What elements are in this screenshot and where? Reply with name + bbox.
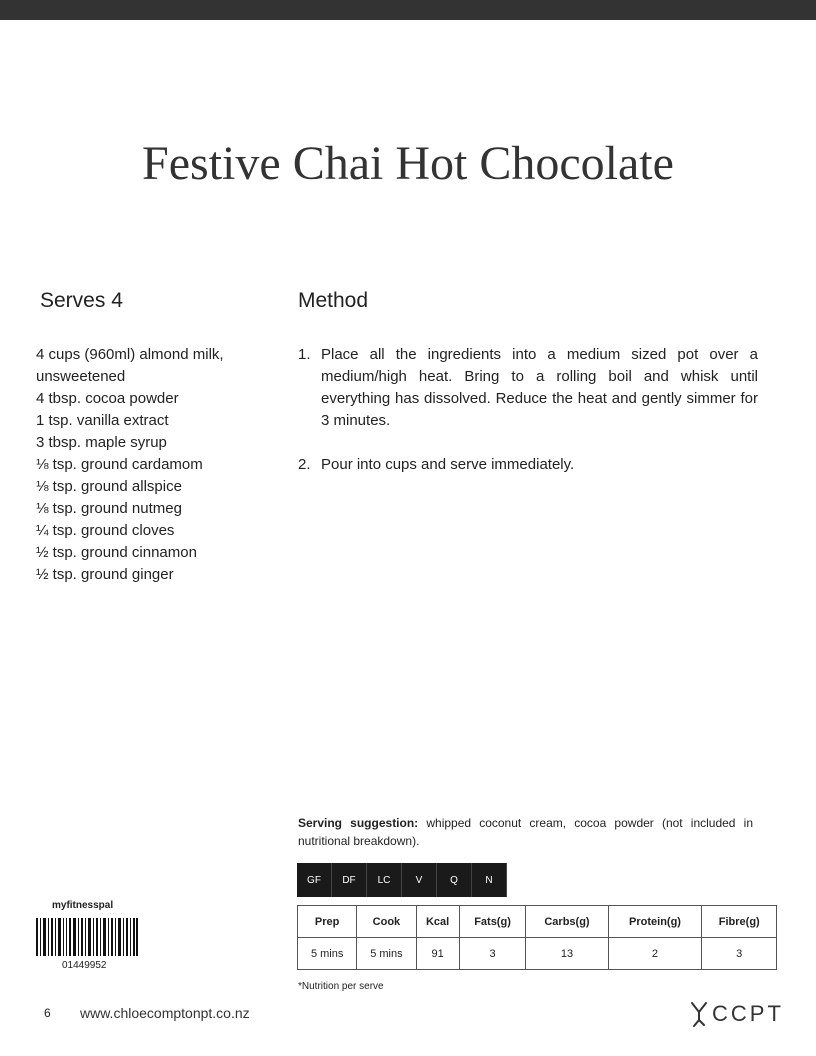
barcode-number: 01449952 [62,960,107,971]
serving-suggestion-text: whipped coconut cream, cocoa powder (not included in nutritional breakdown). [298,816,753,848]
table-header-row [298,906,777,938]
nutrition-table [297,905,777,970]
tag-lc: LC [367,863,402,897]
value-fats: 3 [459,938,526,970]
header-kcal: Kcal [416,906,459,938]
table-row [298,938,777,970]
header-carbs: Carbs(g) [526,906,608,938]
tag-df: DF [332,863,367,897]
ingredient-item: ¼ tsp. ground cloves [36,522,175,539]
method-heading: Method [298,289,369,312]
myfitnesspal-label: myfitnesspal [52,900,114,911]
value-prep: 5 mins [298,938,357,970]
tag-n: N [472,863,507,897]
method-step [298,344,758,432]
ingredient-item: 3 tbsp. maple syrup [36,434,167,451]
header-cook: Cook [357,906,416,938]
step-text: Pour into cups and serve immediately. [321,456,575,473]
logo-text: CCPT [712,1001,784,1026]
step-number: 1. [298,346,311,363]
recipe-title: Festive Chai Hot Chocolate [142,137,674,190]
ingredient-item: ⅛ tsp. ground allspice [36,478,182,495]
value-cook: 5 mins [357,938,416,970]
nutrition-footnote: *Nutrition per serve [298,981,384,992]
ingredient-item: ⅛ tsp. ground cardamom [36,456,203,473]
serving-suggestion-label: Serving suggestion: [298,816,419,830]
serves-heading: Serves 4 [40,289,123,312]
method-step [298,454,758,476]
ingredient-item: ½ tsp. ground ginger [36,566,174,583]
value-fibre: 3 [702,938,777,970]
website-link[interactable]: www.chloecomptonpt.co.nz [80,1005,250,1021]
barcode-icon[interactable] [36,918,138,956]
ingredient-item: ½ tsp. ground cinnamon [36,544,197,561]
tag-q: Q [437,863,472,897]
header-fibre: Fibre(g) [702,906,777,938]
top-bar [0,0,816,20]
ingredient-item: 1 tsp. vanilla extract [36,412,169,429]
method-steps [298,344,758,498]
ingredient-list [36,344,256,586]
ingredient-item: 4 cups (960ml) almond milk, unsweetened [36,346,224,385]
serving-suggestion [298,814,753,850]
dancer-logo-icon [688,1000,710,1028]
page-number: 6 [44,1006,51,1020]
ccpt-logo [688,1000,784,1028]
ingredient-item: ⅛ tsp. ground nutmeg [36,500,182,517]
value-carbs: 13 [526,938,608,970]
tag-gf: GF [297,863,332,897]
diet-tags [297,863,507,897]
step-text: Place all the ingredients into a medium sized pot over a medium/high heat. Bring to a rolling boil and whisk until everything has dissolved. Reduce the heat and gently simmer for 3 minutes. [321,346,758,429]
tag-v: V [402,863,437,897]
value-kcal: 91 [416,938,459,970]
header-prep: Prep [298,906,357,938]
step-number: 2. [298,456,311,473]
header-protein: Protein(g) [608,906,702,938]
header-fats: Fats(g) [459,906,526,938]
ingredient-item: 4 tbsp. cocoa powder [36,390,179,407]
value-protein: 2 [608,938,702,970]
